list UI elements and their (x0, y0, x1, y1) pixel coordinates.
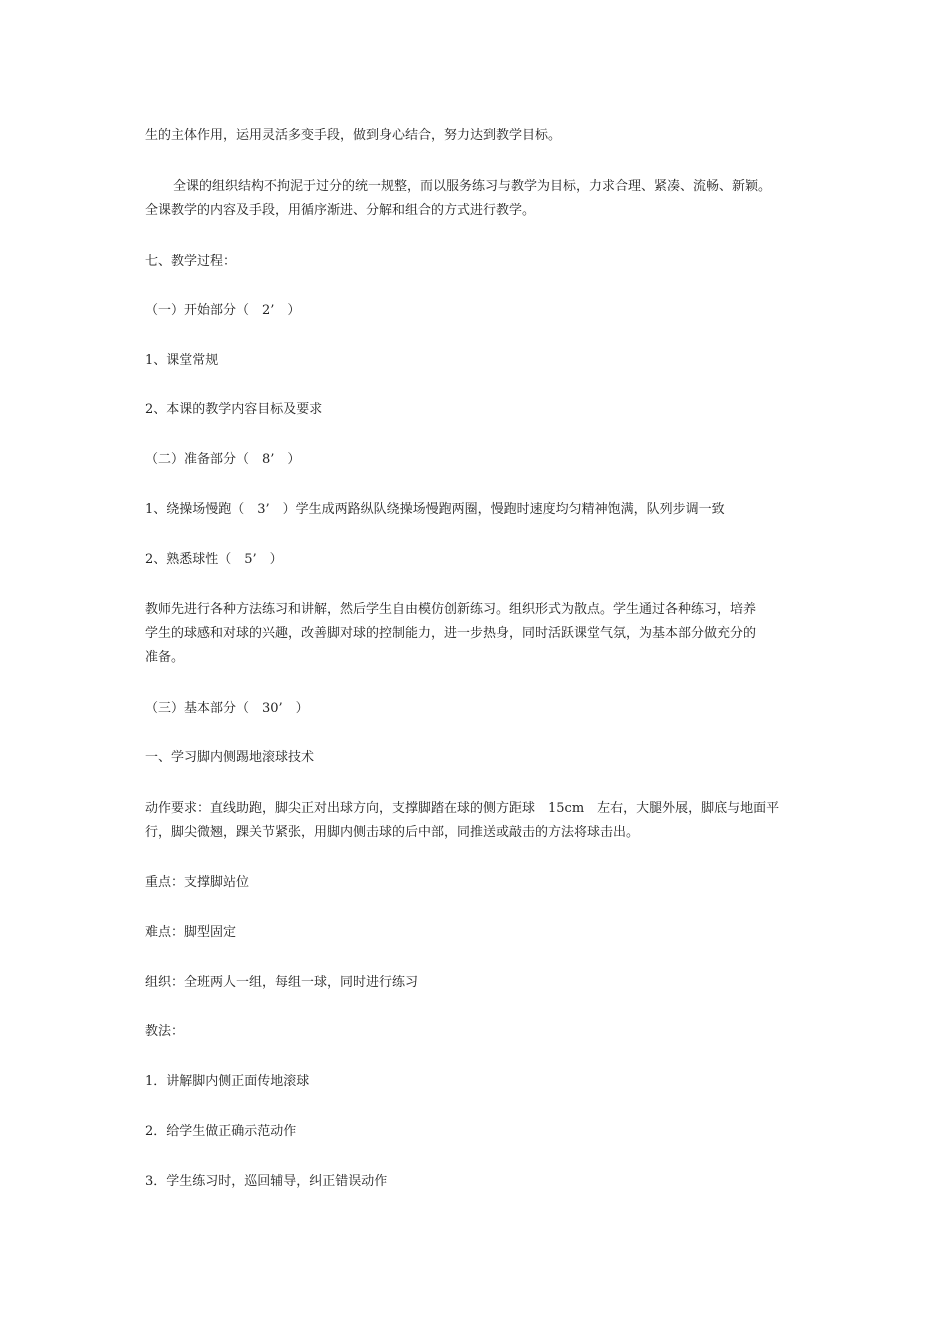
text-line: 行，脚尖微翘，踝关节紧张，用脚内侧击球的后中部，同推送或敲击的方法将球击出。 (145, 825, 640, 840)
text-line: 重点：支撑脚站位 (145, 875, 250, 890)
list-item: 3．学生练习时，巡回辅导，纠正错误动作 (145, 1174, 388, 1189)
text-line: 2、熟悉球性（ 5’ ） (145, 552, 283, 567)
text-line: 教师先进行各种方法练习和讲解，然后学生自由模仿创新练习。组织形式为散点。学生通过各种练习，培养 (145, 602, 757, 617)
text-line: 生的主体作用，运用灵活多变手段，做到身心结合，努力达到教学目标。 (145, 128, 562, 143)
list-item: 2．给学生做正确示范动作 (145, 1124, 297, 1139)
text-line: 一、学习脚内侧踢地滚球技术 (145, 750, 315, 765)
subsection-heading: （三）基本部分（ 30’ ） (145, 701, 309, 716)
subsection-heading: （二）准备部分（ 8’ ） (145, 452, 301, 467)
text-line: 全课教学的内容及手段，用循序渐进、分解和组合的方式进行教学。 (145, 203, 536, 218)
list-item: 1．讲解脚内侧正面传地滚球 (145, 1074, 310, 1089)
text-line: 1、绕操场慢跑（ 3’ ）学生成两路纵队绕操场慢跑两圈，慢跑时速度均匀精神饱满，队列步调一致 (145, 502, 725, 517)
text-line: 学生的球感和对球的兴趣，改善脚对球的控制能力，进一步热身，同时活跃课堂气氛，为基本部分做充分的 (145, 626, 757, 641)
section-heading: 七、教学过程： (145, 254, 237, 269)
text-line: 难点：脚型固定 (145, 925, 237, 940)
text-line: 教法： (145, 1024, 185, 1039)
text-line: 动作要求：直线助跑，脚尖正对出球方向，支撑脚踏在球的侧方距球 15cm 左右，大腿外展，脚底与地面平 (145, 801, 780, 816)
text-line: 准备。 (145, 650, 185, 665)
text-line: 2、本课的教学内容目标及要求 (145, 402, 323, 417)
text-line: 组织：全班两人一组，每组一球，同时进行练习 (145, 975, 419, 990)
text-line: 1、课堂常规 (145, 353, 219, 368)
subsection-heading: （一）开始部分（ 2’ ） (145, 303, 301, 318)
text-line: 全课的组织结构不拘泥于过分的统一规整，而以服务练习与教学为目标，力求合理、紧凑、流畅、新颖。 (173, 179, 772, 194)
